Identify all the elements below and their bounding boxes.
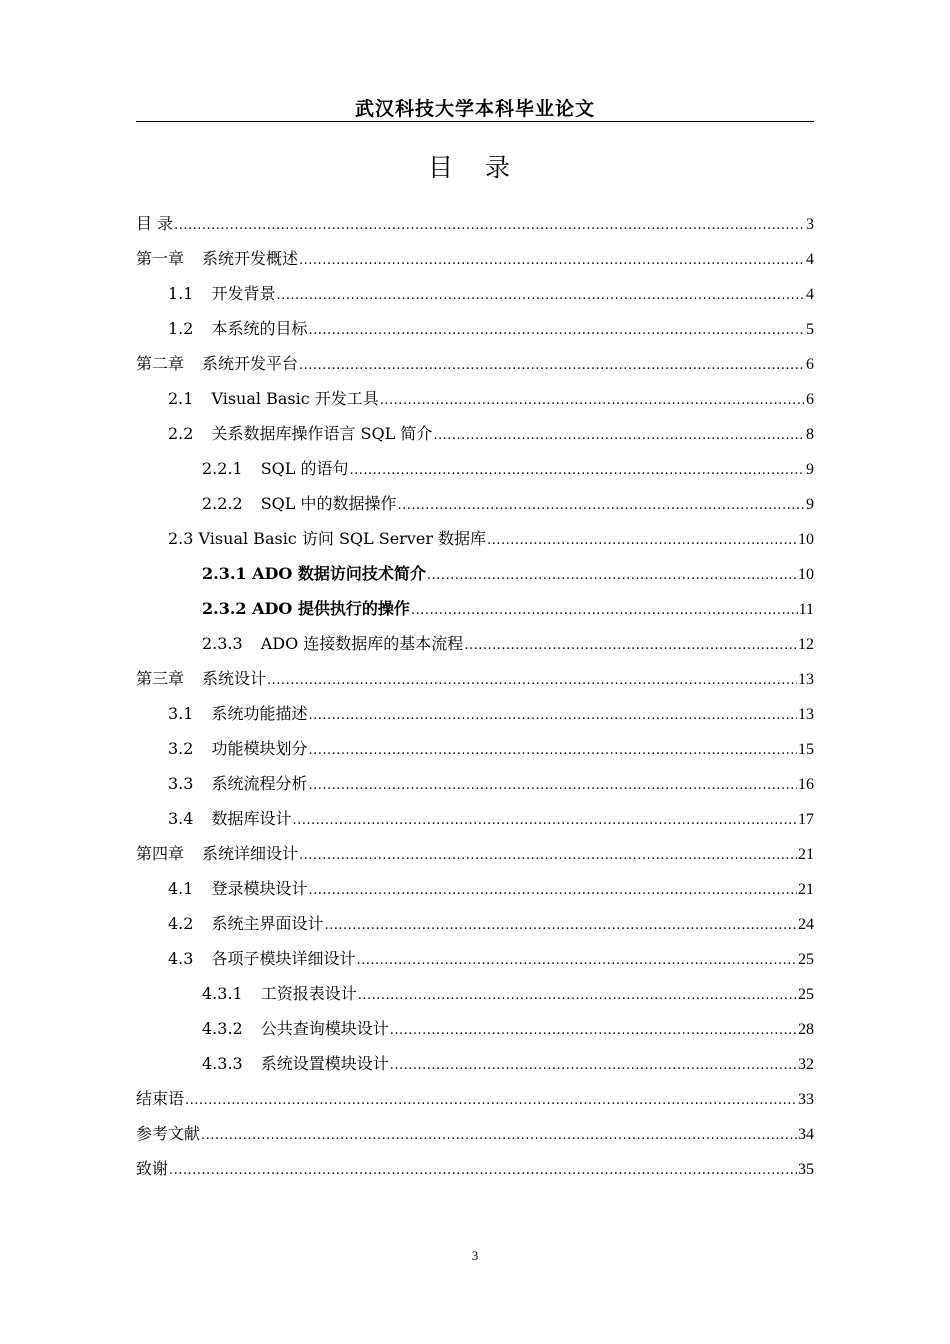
toc-entry-number: 第三章 <box>136 669 185 688</box>
dot-leader <box>390 1046 797 1083</box>
toc-entry-title: 系统设计 <box>202 669 267 688</box>
toc-entry[interactable] <box>136 941 814 976</box>
toc-entry-title: 系统开发概述 <box>202 249 299 268</box>
dot-leader <box>169 1151 797 1188</box>
toc-entry-number: 2.1 <box>168 389 194 408</box>
dot-leader <box>308 766 797 803</box>
toc-entry-label <box>168 521 486 556</box>
toc-entry-page: 21 <box>798 846 814 863</box>
toc-entry-title: 关系数据库操作语言 SQL 简介 <box>211 424 433 443</box>
toc-entry[interactable] <box>136 346 814 381</box>
toc-entry-page: 15 <box>798 741 814 758</box>
toc-entry-title: 数据库设计 <box>211 809 292 828</box>
dot-leader <box>464 626 797 663</box>
toc-entry-number: 第四章 <box>136 844 185 863</box>
toc-entry-label <box>202 451 349 486</box>
toc-entry-title: 系统主界面设计 <box>211 914 324 933</box>
toc-entry-number: 2.2.1 <box>202 459 243 478</box>
toc-entry-label <box>136 346 298 381</box>
toc-entry-label <box>168 696 307 731</box>
dot-leader <box>299 346 805 383</box>
toc-entry-title: 2.3.2 ADO 提供执行的操作 <box>202 599 410 618</box>
toc-entry[interactable] <box>136 381 814 416</box>
header-rule <box>136 121 814 122</box>
dot-leader <box>308 731 797 768</box>
toc-entry-title: 功能模块划分 <box>211 739 308 758</box>
toc-entry-page: 4 <box>806 251 814 268</box>
dot-leader <box>350 451 805 488</box>
toc-entry-number: 2.3.3 <box>202 634 243 653</box>
toc-entry-number: 3.1 <box>168 704 194 723</box>
toc-entry-page: 16 <box>798 776 814 793</box>
toc-entry[interactable] <box>136 871 814 906</box>
toc-entry-page: 25 <box>798 986 814 1003</box>
toc-entry[interactable] <box>136 696 814 731</box>
toc-entry-title: 工资报表设计 <box>260 984 357 1003</box>
dot-leader <box>358 976 797 1013</box>
toc-entry-page: 9 <box>806 496 814 513</box>
toc-entry[interactable] <box>136 416 814 451</box>
toc-entry[interactable] <box>136 591 814 626</box>
toc-entry[interactable] <box>136 801 814 836</box>
toc-entry-label <box>202 976 357 1011</box>
dot-leader <box>292 801 797 838</box>
toc-entry[interactable] <box>136 1011 814 1046</box>
toc-entry-page: 34 <box>798 1126 814 1143</box>
toc-entry-label <box>168 276 275 311</box>
toc-entry-page: 8 <box>806 426 814 443</box>
toc-entry-page: 12 <box>798 636 814 653</box>
toc-entry-number: 4.3.2 <box>202 1019 243 1038</box>
toc-entry-title: ADO 连接数据库的基本流程 <box>260 634 464 653</box>
toc-entry-title: 系统功能描述 <box>211 704 308 723</box>
toc-entry-label <box>136 1151 168 1186</box>
toc-entry-title: SQL 中的数据操作 <box>260 494 397 513</box>
toc-entry-label <box>168 801 291 836</box>
toc-entry[interactable] <box>136 1116 814 1151</box>
toc-entry-label <box>168 941 355 976</box>
toc-entry-page: 11 <box>798 601 814 618</box>
toc-entry-label <box>202 1011 389 1046</box>
dot-leader <box>185 1081 797 1118</box>
toc-entry-page: 3 <box>806 216 814 233</box>
toc-entry-label <box>202 591 410 626</box>
toc-entry-title: Visual Basic 开发工具 <box>211 389 379 408</box>
toc-entry-label <box>168 311 307 346</box>
toc-entry[interactable] <box>136 206 814 241</box>
toc-entry-title: 公共查询模块设计 <box>260 1019 389 1038</box>
toc-entry[interactable] <box>136 311 814 346</box>
toc-entry-number: 第一章 <box>136 249 185 268</box>
toc-entry-title: 2.3.1 ADO 数据访问技术简介 <box>202 564 426 583</box>
dot-leader <box>299 836 797 873</box>
toc-entry-title: SQL 的语句 <box>260 459 349 478</box>
toc-entry-page: 24 <box>798 916 814 933</box>
toc-entry[interactable] <box>136 521 814 556</box>
toc-entry-label <box>136 241 298 276</box>
toc-entry-page: 25 <box>798 951 814 968</box>
toc-entry-number: 2.2.2 <box>202 494 243 513</box>
toc-entry[interactable] <box>136 661 814 696</box>
toc-entry-number: 4.3.3 <box>202 1054 243 1073</box>
toc-entry-number: 4.1 <box>168 879 194 898</box>
toc-entry-number: 4.3.1 <box>202 984 243 1003</box>
toc-entry[interactable] <box>136 486 814 521</box>
toc-entry[interactable] <box>136 976 814 1011</box>
dot-leader <box>324 906 797 943</box>
toc-entry-title: 系统设置模块设计 <box>260 1054 389 1073</box>
dot-leader <box>398 486 805 523</box>
toc-entry-number: 4.3 <box>168 949 194 968</box>
toc-entry-label <box>136 836 298 871</box>
toc-entry[interactable] <box>136 451 814 486</box>
toc-entry-page: 33 <box>798 1091 814 1108</box>
toc-entry-label <box>136 1081 184 1116</box>
toc-entry-title: 开发背景 <box>211 284 276 303</box>
running-header: 武汉科技大学本科毕业论文 <box>354 98 595 120</box>
toc-entry-number: 3.3 <box>168 774 194 793</box>
dot-leader <box>308 696 797 733</box>
toc-entry-page: 10 <box>798 566 814 583</box>
toc-entry-title: 结束语 <box>136 1089 185 1108</box>
toc-entry[interactable] <box>136 836 814 871</box>
toc-title: 目 录 <box>428 153 522 182</box>
toc-entry-page: 35 <box>798 1161 814 1178</box>
dot-leader <box>201 1116 797 1153</box>
dot-leader <box>380 381 805 418</box>
toc-entry-page: 6 <box>806 391 814 408</box>
dot-leader <box>427 556 797 593</box>
toc-entry-number: 4.2 <box>168 914 194 933</box>
toc-entry[interactable] <box>136 731 814 766</box>
toc-entry-title: 各项子模块详细设计 <box>211 949 356 968</box>
page-number: 3 <box>471 1248 479 1263</box>
toc-entry-page: 4 <box>806 286 814 303</box>
dot-leader <box>276 276 805 313</box>
dot-leader <box>433 416 805 453</box>
toc-entry-label <box>168 871 307 906</box>
toc-entry-label <box>168 731 307 766</box>
dot-leader <box>411 591 798 628</box>
toc-entry-label <box>168 906 323 941</box>
toc-entry-title: 登录模块设计 <box>211 879 308 898</box>
dot-leader <box>390 1011 797 1048</box>
toc-entry[interactable] <box>136 276 814 311</box>
toc-entry-number: 1.1 <box>168 284 194 303</box>
toc-entry-title: 系统开发平台 <box>202 354 299 373</box>
toc-entry-label <box>136 206 173 241</box>
toc-entry[interactable] <box>136 906 814 941</box>
toc-entry-number: 第二章 <box>136 354 185 373</box>
toc-entry-page: 13 <box>798 706 814 723</box>
toc-entry-number: 3.2 <box>168 739 194 758</box>
toc-entry[interactable] <box>136 556 814 591</box>
toc-entry-number: 1.2 <box>168 319 194 338</box>
toc-entry-title: 系统详细设计 <box>202 844 299 863</box>
toc-entry-label <box>168 766 307 801</box>
table-of-contents <box>136 206 814 1186</box>
toc-entry-page: 9 <box>806 461 814 478</box>
toc-entry-page: 21 <box>798 881 814 898</box>
dot-leader <box>267 661 797 698</box>
toc-entry[interactable] <box>136 626 814 661</box>
toc-entry[interactable] <box>136 1081 814 1116</box>
toc-entry-title: 系统流程分析 <box>211 774 308 793</box>
toc-entry-number: 3.4 <box>168 809 194 828</box>
toc-entry[interactable] <box>136 1151 814 1186</box>
toc-entry-title: 致谢 <box>136 1159 169 1178</box>
toc-entry-label <box>202 486 397 521</box>
toc-entry-page: 32 <box>798 1056 814 1073</box>
toc-entry-label <box>136 661 266 696</box>
dot-leader <box>487 521 797 558</box>
toc-entry-label <box>202 1046 389 1081</box>
toc-entry-label <box>136 1116 200 1151</box>
dot-leader <box>356 941 797 978</box>
toc-entry-page: 10 <box>798 531 814 548</box>
dot-leader <box>308 871 797 908</box>
toc-entry-page: 6 <box>806 356 814 373</box>
dot-leader <box>299 241 805 278</box>
toc-entry-page: 28 <box>798 1021 814 1038</box>
dot-leader <box>308 311 805 348</box>
toc-entry-label <box>202 626 463 661</box>
toc-entry-page: 17 <box>798 811 814 828</box>
toc-entry[interactable] <box>136 1046 814 1081</box>
toc-entry-title: 2.3 Visual Basic 访问 SQL Server 数据库 <box>168 529 487 548</box>
dot-leader <box>174 206 805 243</box>
toc-entry-label <box>168 416 432 451</box>
toc-entry[interactable] <box>136 766 814 801</box>
toc-entry-label <box>202 556 426 591</box>
toc-entry-title: 参考文献 <box>136 1124 201 1143</box>
toc-entry-page: 5 <box>806 321 814 338</box>
toc-entry-label <box>168 381 379 416</box>
toc-entry-number: 2.2 <box>168 424 194 443</box>
toc-entry-title: 本系统的目标 <box>211 319 308 338</box>
toc-entry[interactable] <box>136 241 814 276</box>
toc-entry-title: 目 录 <box>136 214 174 233</box>
toc-entry-page: 13 <box>798 671 814 688</box>
